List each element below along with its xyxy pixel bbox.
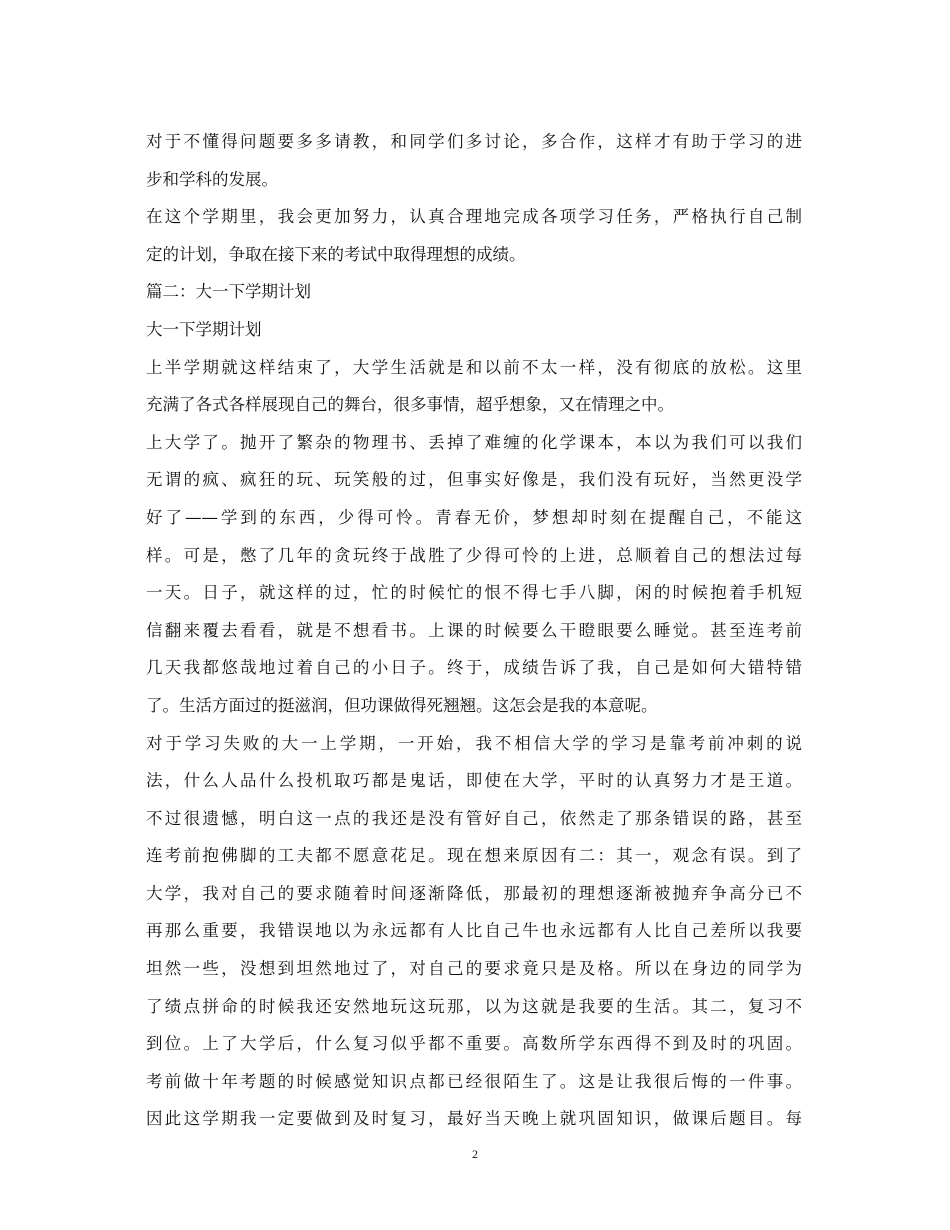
text-line: 法，什么人品什么投机取巧都是鬼话，即使在大学，平时的认真努力才是王道。 — [146, 771, 802, 791]
text-line: 上大学了。抛开了繁杂的物理书、丢掉了难缠的化学课本，本以为我们可以我们 — [146, 432, 802, 452]
text-line: 大学，我对自己的要求随着时间逐渐降低，那最初的理想逐渐被抛弃争高分已不 — [146, 883, 802, 903]
text-line: 到位。上了大学后，什么复习似乎都不重要。高数所学东西得不到及时的巩固。 — [146, 1034, 802, 1054]
page-number: 2 — [472, 1147, 478, 1161]
text-line: 考前做十年考题的时候感觉知识点都已经很陌生了。这是让我很后悔的一件事。 — [146, 1071, 802, 1091]
text-line: 了绩点拼命的时候我还安然地玩这玩那，以为这就是我要的生活。其二，复习不 — [146, 996, 802, 1016]
text-line: 大一下学期计划 — [146, 319, 262, 339]
text-line: 步和学科的发展。 — [146, 169, 278, 189]
text-line: 上半学期就这样结束了，大学生活就是和以前不太一样，没有彻底的放松。这里 — [146, 357, 802, 377]
text-line: 对于不懂得问题要多多请教，和同学们多讨论，多合作，这样才有助于学习的进 — [146, 132, 802, 151]
text-line: 信翻来覆去看看，就是不想看书。上课的时候要么干瞪眼要么睡觉。甚至连考前 — [146, 620, 802, 640]
text-line: 对于学习失败的大一上学期，一开始，我不相信大学的学习是靠考前冲刺的说 — [146, 733, 802, 753]
text-line: 不过很遗憾，明白这一点的我还是没有管好自己，依然走了那条错误的路，甚至 — [146, 808, 802, 828]
text-line: 在这个学期里，我会更加努力，认真合理地完成各项学习任务，严格执行自己制 — [146, 207, 802, 227]
text-line: 定的计划，争取在接下来的考试中取得理想的成绩。 — [146, 244, 526, 264]
text-line: 了。生活方面过的挺滋润，但功课做得死翘翘。这怎会是我的本意呢。 — [146, 695, 658, 715]
text-line: 几天我都悠哉地过着自己的小日子。终于，成绩告诉了我，自己是如何大错特错 — [146, 658, 802, 678]
text-line: 一天。日子，就这样的过，忙的时候忙的恨不得七手八脚，闲的时候抱着手机短 — [146, 583, 802, 603]
body-text — [146, 123, 802, 1138]
text-line: 再那么重要，我错误地以为永远都有人比自己牛也永远都有人比自己差所以我要 — [146, 921, 802, 941]
text-line: 样。可是，憋了几年的贪玩终于战胜了少得可怜的上进，总顺着自己的想法过每 — [146, 545, 802, 565]
text-line: 因此这学期我一定要做到及时复习，最好当天晚上就巩固知识，做课后题目。每 — [146, 1109, 802, 1129]
text-line: 坦然一些，没想到坦然地过了，对自己的要求竟只是及格。所以在身边的同学为 — [146, 959, 802, 979]
text-line: 好了——学到的东西，少得可怜。青春无价，梦想却时刻在提醒自己，不能这 — [146, 507, 802, 527]
text-line: 无谓的疯、疯狂的玩、玩笑般的过，但事实好像是，我们没有玩好，当然更没学 — [146, 470, 802, 490]
text-line: 篇二：大一下学期计划 — [146, 282, 311, 302]
text-line: 充满了各式各样展现自己的舞台，很多事情，超乎想象，又在情理之中。 — [146, 395, 674, 415]
text-line: 连考前抱佛脚的工夫都不愿意花足。现在想来原因有二：其一，观念有误。到了 — [146, 846, 802, 866]
